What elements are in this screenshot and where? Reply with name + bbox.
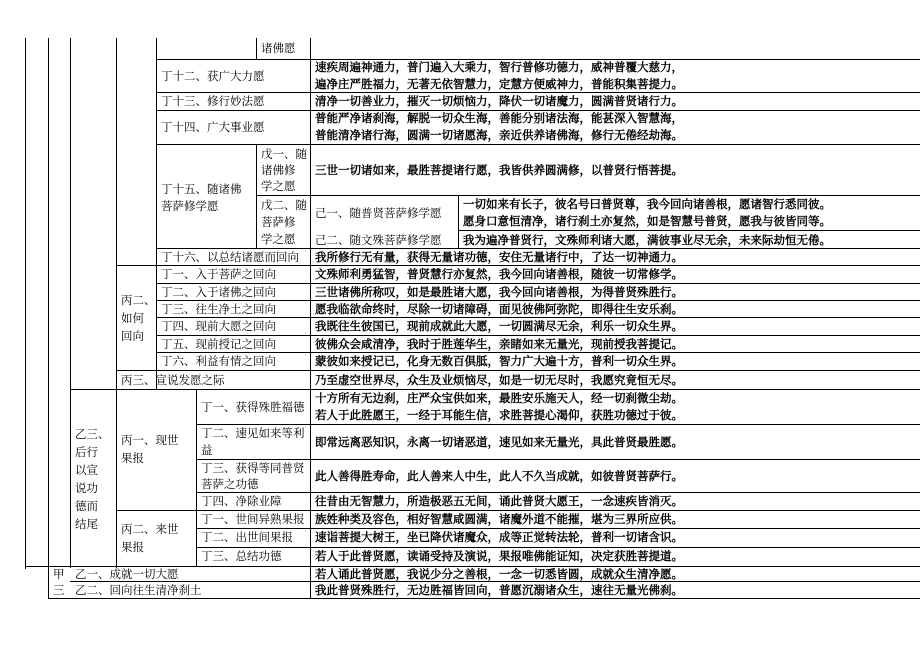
verse-line: 清净一切善业力，摧灭一切烦恼力，降伏一切诸魔力，圆满普贤诸行力。	[315, 94, 683, 108]
item-label: 菩萨修学愿	[161, 199, 219, 213]
rule-v	[116, 38, 117, 568]
item-label: 以宣	[75, 463, 98, 477]
item-label: 丁二、出世间果报	[201, 530, 293, 544]
rule-v	[256, 144, 257, 248]
verse-line: 彼佛众会咸清净，我时于胜莲华生，亲睹如来无量光，现前授我菩提记。	[315, 337, 683, 351]
item-label: 丁三、获得等同普贤	[201, 461, 305, 475]
item-label: 后行	[75, 445, 98, 459]
verse-line: 一切如来有长子，彼名号曰普贤尊，我今回向诸善根，愿诸智行悉同彼。	[463, 197, 831, 211]
item-label: 诸佛修	[261, 163, 296, 177]
item-label: 丁十二、获广大力愿	[161, 69, 265, 83]
item-label: 学之愿	[261, 179, 296, 193]
verse-line: 乃至虚空世界尽，众生及业烦恼尽，如是一切无尽时，我愿究竟恒无尽。	[315, 373, 683, 387]
item-label: 乙二、回向往生清净刹土	[75, 583, 202, 597]
item-label: 三	[53, 583, 65, 597]
item-label: 戊一、随	[261, 147, 307, 161]
rule-h	[196, 424, 920, 425]
verse-line: 十方所有无边刹，庄严众宝供如来，最胜安乐施天人，经一切刹微尘劫。	[315, 391, 683, 405]
item-label: 回向	[121, 329, 144, 343]
item-label: 丁三、往生净土之回向	[161, 302, 276, 316]
verse-line: 三世一切诸如来，最胜菩提诸行愿，我皆供养圆满修，以普贤行悟菩提。	[315, 163, 683, 177]
rule-v	[25, 38, 26, 569]
rule-v	[156, 38, 157, 389]
item-label: 丁一、获得殊胜福德	[201, 400, 305, 414]
item-label: 学之愿	[261, 232, 296, 246]
item-label: 丁一、入于菩萨之回向	[161, 267, 276, 281]
item-label: 菩萨之功德	[201, 477, 259, 491]
verse-line: 若人于此胜愿王，一经于耳能生信，求胜菩提心渴仰，获胜功德过于彼。	[315, 408, 683, 422]
item-label: 甲	[53, 567, 65, 581]
rule-v	[256, 38, 257, 59]
verse-line: 遍净庄严胜福力，无著无依智慧力，定慧方便威神力，普能积集菩提力。	[315, 77, 683, 91]
verse-line: 族姓种类及容色，相好智慧咸圆满，诸魔外道不能摧，堪为三界所应供。	[315, 512, 683, 526]
verse-line: 愿身口意恒清净，诸行刹土亦复然，如是智慧号普贤，愿我与彼皆同等。	[463, 214, 831, 228]
item-label: 己一、随普贤菩萨修学愿	[315, 206, 442, 220]
item-label: 乙一、成就一切大愿	[75, 567, 179, 581]
verse-line: 普能清净诸行海，圆满一切诸愿海，亲近供养诸佛海，修行无倦经劫海。	[315, 128, 683, 142]
verse-line: 蒙彼如来授记已，化身无数百俱胝，智力广大遍十方，普利一切众生界。	[315, 354, 683, 368]
verse-line: 速疾周遍神通力，普门遍入大乘力，智行普修功德力，威神普覆大慈力，	[315, 60, 683, 74]
item-label: 丁十四、广大事业愿	[161, 120, 265, 134]
verse-line: 若人于此普贤愿，读诵受持及演说，果报唯佛能证知，决定获胜菩提道。	[315, 549, 683, 563]
item-label: 丁六、利益有情之回向	[161, 354, 276, 368]
verse-line: 愿我临欲命终时，尽除一切诸障碍，面见彼佛阿弥陀，即得往生安乐刹。	[315, 302, 683, 316]
item-label: 丙三、宣说发愿之际	[121, 373, 225, 387]
item-label: 丙二、	[121, 293, 156, 307]
item-label: 己二、随文殊菩萨修学愿	[315, 233, 442, 247]
item-label: 结尾	[75, 517, 98, 531]
item-label: 戊二、随	[261, 198, 307, 212]
rule-v	[310, 38, 311, 598]
rule-v	[48, 38, 49, 598]
verse-line: 往昔由无智慧力，所造极恶五无间，诵此普贤大愿王，一念速疾皆消灭。	[315, 494, 683, 508]
item-label: 丙二、来世	[121, 522, 179, 536]
rule-v	[70, 38, 71, 568]
rule-v	[458, 195, 459, 248]
verse-line: 三世诸佛所称叹，如是最胜诸大愿，我今回向诸善根，为得普贤殊胜行。	[315, 285, 683, 299]
verse-line: 文殊师利勇猛智，普贤慧行亦复然，我今回向诸善根，随彼一切常修学。	[315, 267, 683, 281]
item-label: 菩萨修	[261, 215, 296, 229]
item-label: 说功	[75, 481, 98, 495]
verse-line: 速诣菩提大树王，坐已降伏诸魔众，成等正觉转法轮，普利一切诸含识。	[315, 530, 683, 544]
verse-line: 即常远离恶知识，永离一切诸恶道，速见如来无量光，具此普贤最胜愿。	[315, 435, 683, 449]
item-label: 诸佛愿	[261, 41, 296, 55]
item-label: 丁四、现前大愿之回向	[161, 319, 276, 333]
item-label: 德而	[75, 499, 98, 513]
rule-h	[196, 459, 920, 460]
item-label: 丁二、速见如来等利	[201, 426, 305, 440]
item-label: 丁十六、以总结诸愿而回向	[161, 250, 299, 264]
verse-line: 普能严净诸刹海，解脱一切众生海，善能分别诸法海，能甚深入智慧海，	[315, 111, 683, 125]
verse-line: 若人诵此普贤愿，我说少分之善根，一念一切悉皆圆，成就众生清净愿。	[315, 567, 683, 581]
item-label: 丁五、现前授记之回向	[161, 337, 276, 351]
item-label: 果报	[121, 451, 144, 465]
item-label: 益	[201, 443, 213, 457]
verse-line: 我既往生彼国已，现前成就此大愿，一切圆满尽无余，利乐一切众生界。	[315, 319, 683, 333]
item-label: 乙三、	[75, 427, 110, 441]
verse-line: 我为遍净普贤行，文殊师利诸大愿，满彼事业尽无余，未来际劫恒无倦。	[463, 233, 831, 247]
item-label: 丁十三、修行妙法愿	[161, 94, 265, 108]
item-label: 丁四、净除业障	[201, 494, 282, 508]
verse-line: 我此普贤殊胜行，无边胜福皆回向，普愿沉溺诸众生，速往无量光佛刹。	[315, 583, 683, 597]
item-label: 丁二、入于诸佛之回向	[161, 285, 276, 299]
verse-line: 此人善得胜寿命，此人善来人中生，此人不久当成就，如彼普贤菩萨行。	[315, 469, 683, 483]
verse-line: 我所修行无有量，获得无量诸功德，安住无量诸行中，了达一切神通力。	[315, 250, 683, 264]
item-label: 丁三、总结功德	[201, 549, 282, 563]
item-label: 丁十五、随诸佛	[161, 182, 242, 196]
item-label: 果报	[121, 540, 144, 554]
item-label: 如何	[121, 311, 144, 325]
item-label: 丙一、现世	[121, 433, 179, 447]
rule-v	[196, 389, 197, 567]
item-label: 丁一、世间异熟果报	[201, 512, 305, 526]
